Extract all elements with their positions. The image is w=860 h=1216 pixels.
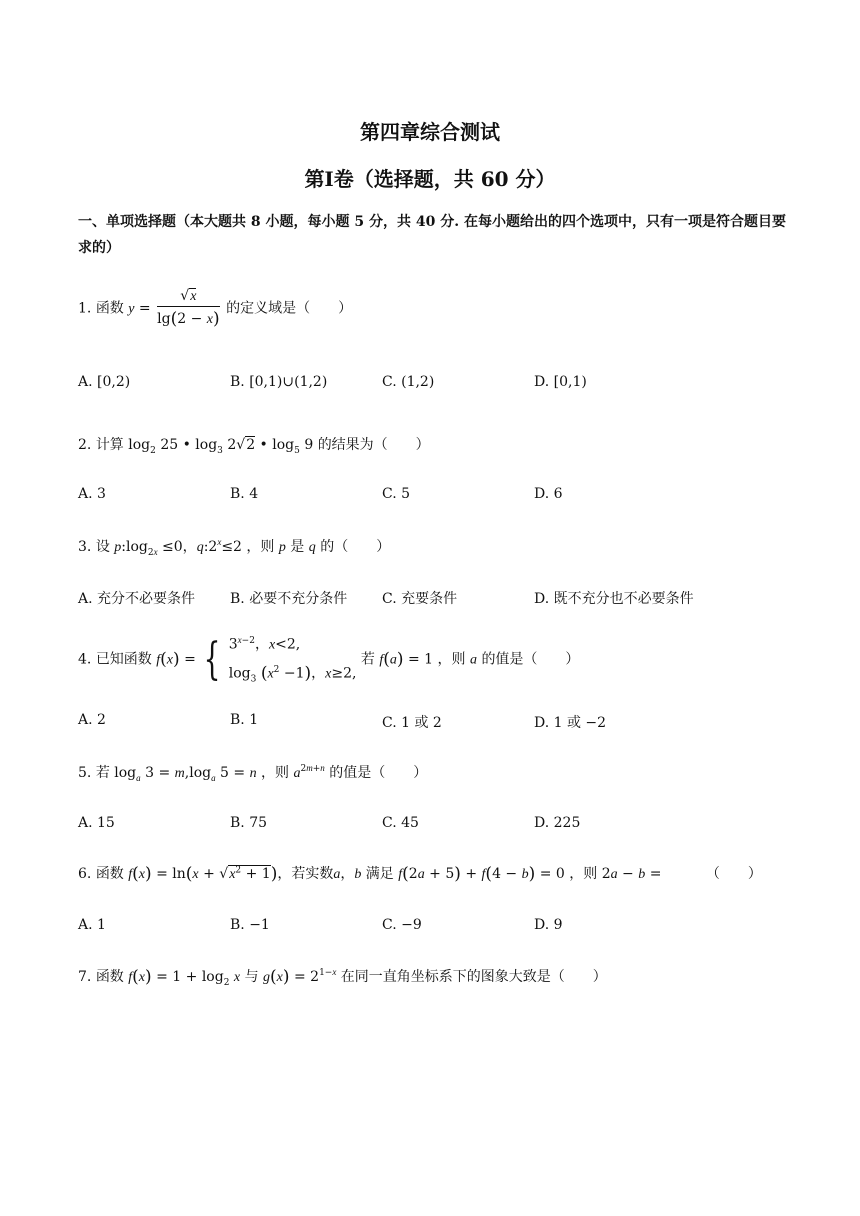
question-number: 2. [78, 437, 92, 453]
question-number: 4. [78, 651, 92, 668]
question-3: 3. 设 $p:\log_{2x} \le 0$，$q:2^x\le 2$ ，则 p 是 q 的（ ） [78, 537, 391, 558]
question-number: 5. [78, 765, 92, 781]
q4-option-b: B. 1 [230, 712, 259, 728]
q6-option-d: D. 9 [534, 917, 563, 933]
question-text: 函数 [95, 300, 124, 317]
question-5: 5. 若 $\log_a 3 = m,\log_a$ 5 = n ，则 $a^{2m+n}$ 的值是（ ） [78, 763, 428, 783]
q6-option-c: C. −9 [382, 917, 422, 933]
q1-option-c: C. (1,2) [382, 374, 435, 390]
question-text: 满足 [365, 866, 394, 882]
question-text: 的值是（ ） [329, 765, 428, 781]
question-number: 1. [78, 300, 92, 317]
q5-option-d: D. 225 [534, 815, 581, 831]
piecewise-cases: $3^{x-2}$，x<2, $\log_3 (x^2 -1)$，x≥2, [228, 635, 357, 685]
question-text: 在同一直角坐标系下的图象大致是（ ） [340, 969, 607, 985]
q6-option-b: B. −1 [230, 917, 270, 933]
question-number: 6. [78, 866, 92, 882]
q2-option-c: C. 5 [382, 486, 411, 502]
question-text: 的结果为（ ） [317, 437, 430, 453]
page-title: 第四章综合测试 [360, 120, 500, 144]
q6-option-a: A. 1 [78, 917, 106, 933]
q5-option-b: B. 75 [230, 815, 268, 831]
page-subtitle: 第Ⅰ卷（选择题，共 60 分） [304, 167, 556, 191]
q5-option-c: C. 45 [382, 815, 419, 831]
question-number: 3. [78, 539, 92, 555]
question-text: 与 [244, 969, 259, 985]
q4-option-c: C. 1 或 2 [382, 715, 442, 731]
question-text: 的值是（ ） [481, 651, 580, 668]
question-text: 的定义域是（ ） [226, 300, 353, 317]
q2-option-d: D. 6 [534, 486, 563, 502]
q4-option-d: D. 1 或 −2 [534, 715, 607, 731]
q3-option-c: C. 充要条件 [382, 591, 458, 607]
q2-option-b: B. 4 [230, 486, 259, 502]
q5-option-a: A. 15 [78, 815, 115, 831]
question-text: 函数 [95, 866, 124, 882]
q1-option-d: D. [0,1) [534, 374, 587, 390]
q1-option-a: A. [0,2) [78, 374, 131, 390]
q2-option-a: A. 3 [78, 486, 106, 502]
question-2: 2. 计算 $\log_2 25$ • $\log_3 2√2$ • $\log_5 9$ 的结果为（ ） [78, 437, 430, 456]
question-1: 1. 函数 y = $\frac{√x}{\lg(2 - x)}$ 的定义域是（ ） [78, 288, 353, 329]
question-text: 若 [95, 765, 110, 781]
question-text: 的（ ） [320, 539, 391, 555]
question-text: 函数 [95, 969, 124, 985]
question-6: 6. 函数 $f(x) = \ln(x + √x^2 + 1)$，若实数a，b 满足 f(2a + 5) + f(4 − b) = 0 ，则 2a − b = （ ） [78, 864, 762, 884]
question-number: 7. [78, 969, 92, 985]
question-text: 已知函数 [95, 651, 152, 668]
q3-option-a: A. 充分不必要条件 [78, 591, 196, 607]
question-text: 计算 [95, 437, 124, 453]
q4-option-a: A. 2 [78, 712, 106, 728]
question-text: 设 [95, 539, 110, 555]
q1-option-b: B. [0,1)∪(1,2) [230, 374, 328, 390]
q3-option-b: B. 必要不充分条件 [230, 591, 348, 607]
question-7: 7. 函数 $f(x) = 1 + \log_2 x$ 与 $g(x) = 2^{1-x}$ 在同一直角坐标系下的图象大致是（ ） [78, 967, 607, 988]
q3-option-d: D. 既不充分也不必要条件 [534, 591, 694, 607]
question-text: ，若实数 [277, 866, 334, 882]
section-heading: 一、单项选择题（本大题共 8 小题，每小题 5 分，共 40 分. 在每小题给出的四个选项中，只有一项是符合题目要求的） [78, 214, 786, 256]
question-4: 4. 已知函数 f(x) = { $3^{x-2}$，x<2, $\log_3 (x^2 -1)$，x≥2, 若 f(a) = 1 ，则 a 的值是（ ） [78, 628, 579, 691]
fraction: $\frac{√x}{\lg(2 - x)}$ [157, 288, 220, 329]
